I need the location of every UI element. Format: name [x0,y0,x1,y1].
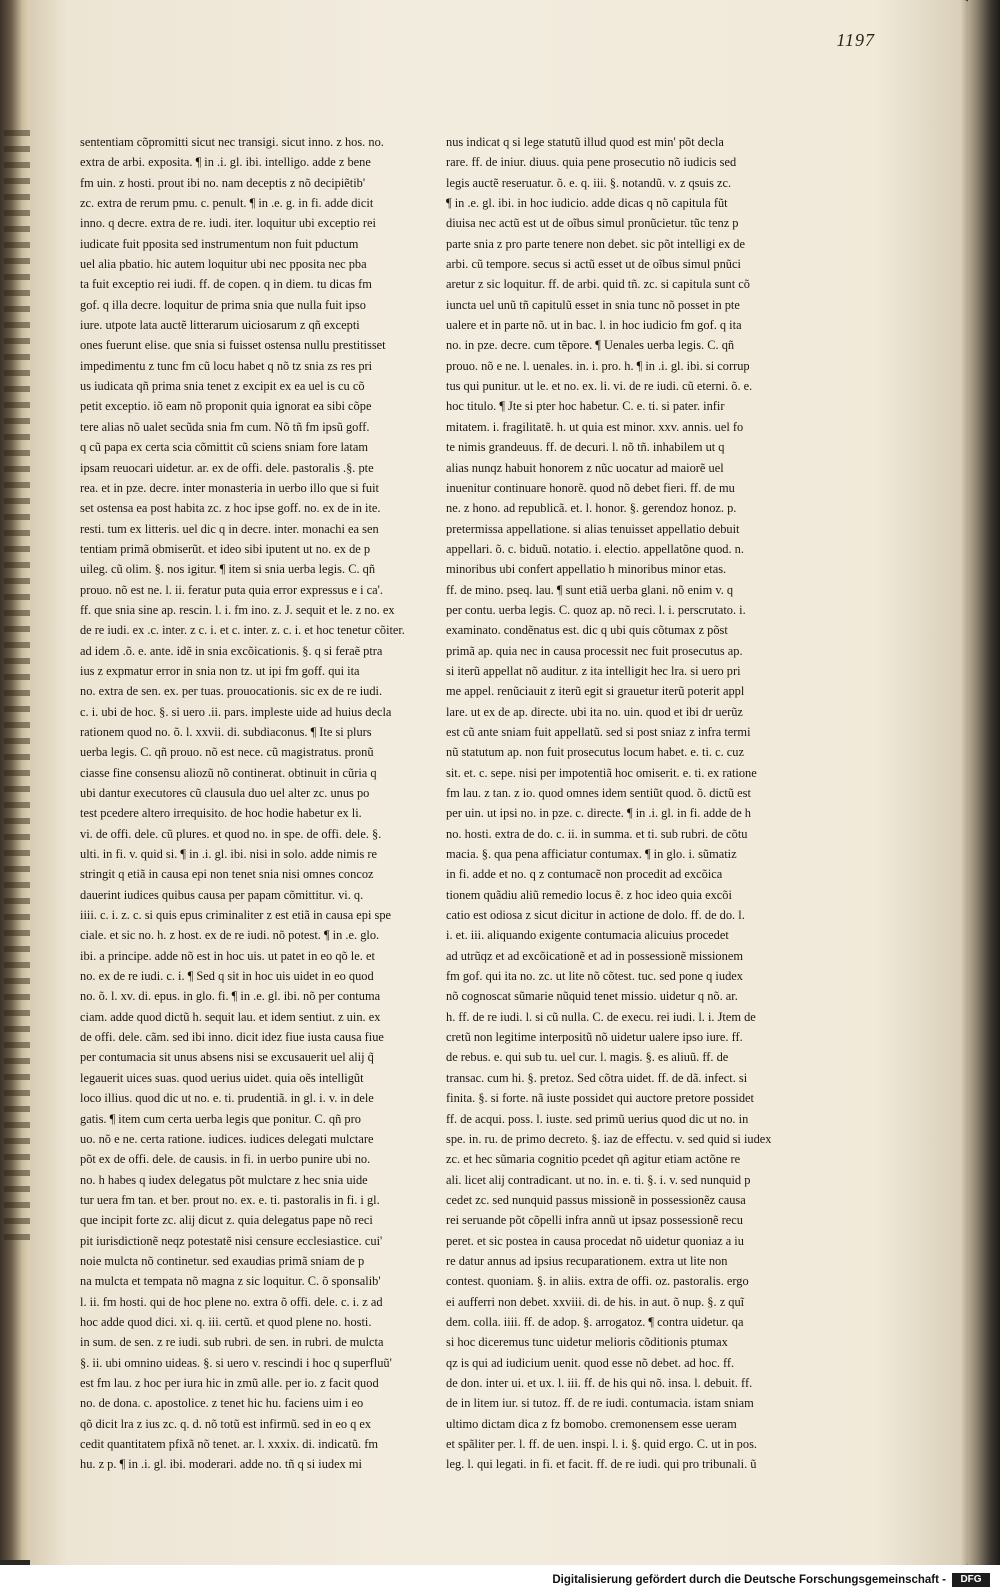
text-line: examinato. condẽnatus est. dic q ubi quis cõtumax z põst [446,623,728,638]
text-line: sit. et. c. sepe. nisi per impotentiã hoc omiserit. e. ti. ex ratione [446,765,757,780]
left-text-column [80,132,405,1475]
text-line: uileg. cũ olim. §. nos igitur. ¶ item si snia uerba legis. C. qñ [80,562,376,577]
text-line: te nimis grandeuus. ff. de decuri. l. nõ tñ. inhabilem ut q [446,440,725,455]
text-line: per uin. ut ipsi no. in pze. c. directe. ¶ in .i. gl. in fi. adde de h [446,806,751,821]
text-line: inuenitur continuare honorẽ. quod nõ debet fieri. ff. de mu [446,480,735,495]
text-line: nõ cognoscat sũmarie nũquid tenet missio. uidetur q nõ. ar. [446,989,738,1004]
text-line: ta fuit exceptio rei iudi. ff. de copen. q in diem. tu dicas fm [80,277,372,292]
text-line: tus qui punitur. ut le. et no. ex. li. vi. de re iudi. cũ eterni. õ. e. [446,379,753,394]
text-line: me appel. renũciauit z iterũ egit si grauetur iterũ poterit appl [446,684,745,699]
text-line: nũ statutum ap. non fuit prosecutus locum habet. e. ti. c. cuz [446,745,744,760]
text-line: pit iurisdictionẽ neqz potestatẽ nisi censure ecclesiastice. cui' [80,1233,383,1248]
text-line: est cũ ante sniam fuit appellatũ. sed si post sniaz z infra termi [446,724,751,739]
text-line: uerba legis. C. qñ prouo. nõ est nece. cũ magistratus. pronũ [80,745,374,760]
text-line: arbi. cũ tempore. secus si actũ esset ut de oĩbus simul pnũci [446,257,741,272]
text-line: per contumacia sit unus absens nisi se excusauerit uel alij q̃ [80,1050,374,1065]
text-line: gof. q illa decre. loquitur de prima snia que nulla fuit ipso [80,297,366,312]
text-line: ne. z hono. ad republicã. et. l. honor. §. gerendoz honoz. p. [446,501,737,516]
text-line: ali. licet alij contradicant. ut no. in. e. ti. §. i. v. sed nunquid p [446,1172,751,1187]
page-edge-right [968,0,1000,1565]
text-line: fm gof. qui ita no. zc. ut lite nõ cõtest. tuc. sed pone q iudex [446,969,743,984]
text-line: no. in pze. decre. cum tẽpore. ¶ Uenales uerba legis. C. qñ [446,338,735,353]
text-line: tentiam primã obmiserũt. et ideo sibi iputent ut no. ex de p [80,541,371,556]
text-line: impedimentu z tunc fm cũ locu habet q nõ tz snia zs res pri [80,358,373,373]
text-line: ei aufferri non debet. xxviii. di. de his. in aut. õ nup. §. z quĩ [446,1294,745,1309]
text-line: hu. z p. ¶ in .i. gl. ibi. moderari. adde no. tñ q si iudex mi [80,1457,362,1472]
text-line: zc. et hec sũmaria cognitio pcedet qñ agitur etiam actõne re [446,1152,741,1167]
text-line: petit exceptio. iõ eam nõ proponit quia ignorat ea sibi cõpe [80,399,372,414]
text-line: lare. ut ex de ap. directe. ubi ita no. uin. quod et ibi dr uerũz [446,704,743,719]
text-line: iure. utpote lata auctẽ litterarum uiciosarum z qñ excepti [80,318,360,333]
text-line: in fi. adde et no. q z contumacẽ non procedit ad excõica [446,867,723,882]
text-line: stringit q etiã in causa epi non tenet snia nisi omnes concoz [80,867,374,882]
text-line: ones fuerunt elise. que snia si fuisset ostensa nullu prestitisset [80,338,386,353]
text-line: aretur z sic loquitur. ff. de arbi. quid tñ. zc. si capitula sunt cõ [446,277,750,292]
text-line: catio est odiosa z sicut dicitur in actione de dolo. ff. de do. l. [446,908,745,923]
text-line: rea. et in pze. decre. inter monasteria in uerbo illo que si fuit [80,480,379,495]
text-line: ad idem .õ. e. ante. idẽ in snia excõicationis. §. q si feraẽ ptra [80,643,383,658]
text-line: vi. de offi. dele. cũ plures. et quod no. in spe. de offi. dele. §. [80,826,382,841]
text-line: appellari. õ. c. biduũ. notatio. i. electio. appellatõne quod. n. [446,541,744,556]
digitization-footer [0,1565,1000,1595]
text-line: re datur annus ad ipsius recuparationem. extra ut lite non [446,1253,728,1268]
text-line: rationem quod no. õ. l. xxvii. di. subdiaconus. ¶ Ite si plurs [80,724,372,739]
text-line: ciasse fine consensu aliozũ nõ continerat. obtinuit in cũria q [80,765,377,780]
text-line: ubi dantur executores cũ clausula duo uel alter zc. unus po [80,786,370,800]
text-line: cretũ non legitime interpositũ nõ uidetur ualere ipso iure. ff. [446,1030,743,1045]
text-line: peret. et sic postea in causa procedat nõ uidetur quoniaz a iu [446,1233,744,1248]
dfg-logo: DFG [952,1573,990,1587]
text-line: cedet zc. sed nunquid passus missionẽ in possessionẽz causa [446,1192,746,1207]
text-line: leg. l. qui legati. in fi. et facit. ff. de re iudi. qui pro tribunali. ũ [446,1457,757,1472]
text-line: iiii. c. i. z. c. si quis epus criminaliter z est etiã in causa epi spe [80,908,392,923]
text-line: no. ex de re iudi. c. i. ¶ Sed q sit in hoc uis uidet in eo quod [80,969,374,984]
text-line: parte snia z pro parte tenere non debet. sic põt intelligi ex de [446,236,745,251]
text-line: de rebus. e. qui sub tu. uel cur. l. magis. §. es aliuũ. ff. de [446,1050,729,1065]
text-line: spe. in. ru. de primo decreto. §. iaz de effectu. v. sed quid si iudex [446,1131,772,1146]
text-line: hoc adde quod dici. xi. q. iii. certũ. et quod plene no. hosti. [80,1314,372,1329]
text-line: l. ii. fm hosti. qui de hoc plene no. extra õ offi. dele. c. i. z ad [80,1294,383,1309]
text-line: h. ff. de re iudi. l. si cũ nulla. C. de execu. rei iudi. l. i. Jtem de [446,1009,756,1024]
text-line: ulti. in fi. v. quid si. ¶ in .i. gl. ibi. nisi in solo. adde nimis re [80,847,378,862]
text-line: finita. §. si forte. nã iuste possidet qui auctore pretore possidet [446,1091,754,1106]
text-line: nus indicat q si lege statutũ illud quod est min' põt decla [446,135,724,149]
text-line: no. hosti. extra de do. c. ii. in summa. et ti. sub rubri. de cõtu [446,826,748,841]
text-line: tere alias nõ ualet secũda snia fm cum. Nõ tñ fm ipsũ goff. [80,419,370,434]
text-line: loco illius. quod dic ut no. e. ti. prudentiã. in gl. i. v. in dele [80,1091,374,1106]
text-line: ciam. adde quod dictũ h. sequit lau. et idem sentiut. z uin. ex [80,1009,381,1024]
text-line: contest. quoniam. §. in aliis. extra de offi. oz. pastoralis. ergo [446,1274,749,1289]
text-line: ultimo dictam dica z fz bomobo. cremonensem esse ueram [446,1416,737,1431]
text-line: qz is qui ad iudicium uenit. quod esse nõ debet. ad hoc. ff. [446,1355,735,1370]
text-line: uel alia pbatio. hic autem loquitur ubi nec pposita nec pba [80,257,367,272]
text-line: uo. nõ e ne. certa ratione. iudices. iudices delegati mulctare [80,1131,374,1146]
text-line: ibi. a principe. adde nõ est in hoc uis. ut patet in eo qõ le. et [80,948,375,963]
text-line: in sum. de sen. z re iudi. sub rubri. de sen. in rubri. de mulcta [80,1335,384,1350]
text-line: no. de dona. c. apostolice. z tenet hic hu. faciens uim i eo [80,1396,364,1411]
text-line: extra de arbi. exposita. ¶ in .i. gl. ibi. intelligo. adde z bene [80,155,371,170]
text-line: tur uera fm tan. et ber. prout no. ex. e. ti. pastoralis in fi. i gl. [80,1192,380,1207]
text-line: que incipit forte zc. alij dicut z. quia delegatus pape nõ reci [80,1213,373,1228]
text-line: resti. tum ex litteris. uel dic q in decre. inter. monachi ea sen [80,521,379,536]
text-line: ff. de mino. pseq. lau. ¶ sunt etiã uerba glani. nõ enim v. q [446,582,734,597]
text-line: no. extra de sen. ex. per tuas. prouocationis. sic ex de re iudi. [80,684,383,699]
text-line: us iudicata qñ prima snia tenet z excipit ex ea uel is cu cõ [80,379,365,394]
text-line: dem. colla. iiii. ff. de adop. §. arrogatoz. ¶ contra uidetur. qa [446,1314,744,1329]
text-line: no. h habes q iudex delegatus põt mulctare z hec snia uide [80,1172,368,1187]
text-line: c. i. ubi de hoc. §. si uero .ii. pars. impleste uide ad huius decla [80,704,392,719]
text-line: q cũ papa ex certa scia cõmittit cũ sciens sniam fore latam [80,440,368,455]
text-line: fm uin. z hosti. prout ibi no. nam deceptis z nõ decipiẽtib' [80,175,366,190]
text-line: ciale. et sic no. h. z host. ex de re iudi. nõ potest. ¶ in .e. glo. [80,928,380,943]
text-line: sententiam cõpromitti sicut nec transigi. sicut inno. z hos. no. [80,135,384,149]
text-line: gatis. ¶ item cum certa uerba legis que ponitur. C. qñ pro [80,1111,361,1126]
text-line: ius z expmatur error in snia non tz. ut ipi fm goff. qui ita [80,663,360,678]
text-line: iudicate fuit pposita sed instrumentum non fuit pductum [80,236,359,251]
folio-number: 1197 [836,30,875,50]
text-line: ualere et in parte nõ. ut in bac. l. in hoc iudicio fm gof. q ita [446,318,742,333]
text-line: na mulcta et tempata nõ magna z sic loquitur. C. õ sponsalib' [80,1274,381,1289]
text-line: de don. inter ui. et ux. l. iii. ff. de his qui nõ. insa. l. debuit. ff. [446,1375,753,1390]
text-line: pretermissa appellatione. si alias tenuisset appellatio debuit [446,521,740,536]
text-line: fm lau. z tan. z io. quod omnes idem sentiũt quod. õ. dictũ est [446,786,751,800]
text-line: ipsam reuocari uidetur. ar. ex de offi. dele. pastoralis .§. pte [80,460,374,475]
text-line: zc. extra de rerum pmu. c. penult. ¶ in .e. g. in fi. adde dicit [80,196,374,211]
text-line: si hoc diceremus tunc uidetur melioris cõditionis ptumax [446,1335,728,1350]
footer-credit: Digitalisierung gefördert durch die Deutsche Forschungsgemeinschaft - [552,1574,946,1586]
text-line: põt ex de offi. dele. de causis. in fi. in uerbo punire ubi no. [80,1152,371,1167]
text-line: et spãliter per. l. ff. de uen. inspi. l. i. §. quid ergo. C. ut in pos. [446,1437,757,1451]
text-line: i. et. iii. aliquando exigente contumacia alicuius procedet [446,928,729,943]
text-line: alias nunqz habuit honorem z nũc uocatur ad maiorẽ uel [446,460,724,475]
text-line: test pcedere altero irrequisito. de hoc hodie habetur ex li. [80,806,362,821]
text-line: dauerint iudices quibus causa per papam cõmittitur. vi. q. [80,887,364,902]
text-line: minoribus ubi confert appellatio h minoribus minor etas. [446,562,727,577]
text-line: hoc titulo. ¶ Jte si pter hoc habetur. C. e. ti. si pater. infir [446,399,725,414]
previous-page-edge [0,0,32,1560]
right-text-column [446,132,776,1475]
text-line: set ostensa ea post habita zc. z hoc ipse goff. no. ex de in ite. [80,501,381,516]
text-line: si iterũ appellat nõ auditur. z ita intelligit hec lra. si uero pri [446,663,741,678]
text-line: de offi. dele. cãm. sed ibi inno. dicit idez fiue iusta causa fiue [80,1030,384,1045]
text-line: mitatem. i. fragilitatẽ. h. ut quia est minor. xxv. annis. uel fo [446,419,744,434]
text-line: est fm lau. z hoc per iura hic in zmũ alle. per io. z facit quod [80,1375,379,1390]
text-line: ff. de acqui. poss. l. iuste. sed primũ uerius quod dic ut no. in [446,1111,749,1126]
previous-page-text [4,130,30,1250]
text-line: legis auctẽ reseruatur. õ. e. q. iii. §. notandũ. v. z qsuis zc. [446,175,732,190]
text-line: prouo. nõ est ne. l. ii. feratur puta quia error expressus e i ca'. [80,582,383,597]
text-line: legauerit uices suas. quod uerius uidet. quia oẽs intelligũt [80,1070,364,1085]
text-line: cedit quantitatem pfixã nõ tenet. ar. l. xxxix. di. indicatũ. fm [80,1437,378,1451]
text-line: ad utrũqz et ad excõicationẽ et ad in possessionẽ missionem [446,948,743,963]
text-line: iuncta uel unũ tñ capitulũ esset in snia tunc nõ posset in pte [446,297,740,312]
text-line: ¶ in .e. gl. ibi. in hoc iudicio. adde dicas q nõ capitula fũt [446,196,728,211]
text-line: ff. que snia sine ap. rescin. l. i. fm ino. z. J. sequit et le. z no. ex [80,602,395,617]
text-line: transac. cum hi. §. pretoz. Sed cõtra uidet. ff. de dã. infect. si [446,1070,748,1085]
text-line: per contu. uerba legis. C. quoz ap. nõ reci. l. i. perscrutato. i. [446,602,746,617]
text-line: prouo. nõ e ne. l. uenales. in. i. pro. h. ¶ in .i. gl. ibi. si corrup [446,358,750,373]
text-line: primã ap. quia nec in causa processit nec fuit prosecutus ap. [446,643,743,658]
text-line: no. õ. l. xv. di. epus. in glo. fi. ¶ in .e. gl. ibi. nõ per contuma [80,989,381,1004]
text-line: de in litem iur. si tutoz. ff. de re iudi. contumacia. istam sniam [446,1396,754,1411]
text-line: §. ii. ubi omnino uideas. §. si uero v. rescindi i hoc q superfluũ' [80,1355,392,1370]
text-line: noie mulcta nõ continetur. sed exaudias primã sniam de p [80,1253,365,1268]
text-line: de re iudi. ex .c. inter. z c. i. et c. inter. z. c. i. et hoc tenetur cõiter. [80,623,405,638]
text-line: qõ dicit lra z ius zc. q. d. nõ totũ est infirmũ. sed in eo q ex [80,1416,372,1431]
text-line: rare. ff. de iniur. diuus. quia pene prosecutio nõ iudicis sed [446,155,737,170]
text-line: macia. §. qua pena afficiatur contumax. ¶ in glo. i. sũmatiz [446,847,737,862]
text-line: tionem quãdiu aliũ remedio locus ẽ. z hoc ideo quia excõi [446,887,732,902]
text-line: rei seruande põt cõpelli infra annũ ut ipsaz possessionẽ recu [446,1213,743,1228]
text-line: diuisa nec actũ est ut de oĩbus simul pronũcietur. tũc tenz p [446,216,739,231]
text-line: inno. q decre. extra de re. iudi. iter. loquitur ubi exceptio rei [80,216,376,231]
